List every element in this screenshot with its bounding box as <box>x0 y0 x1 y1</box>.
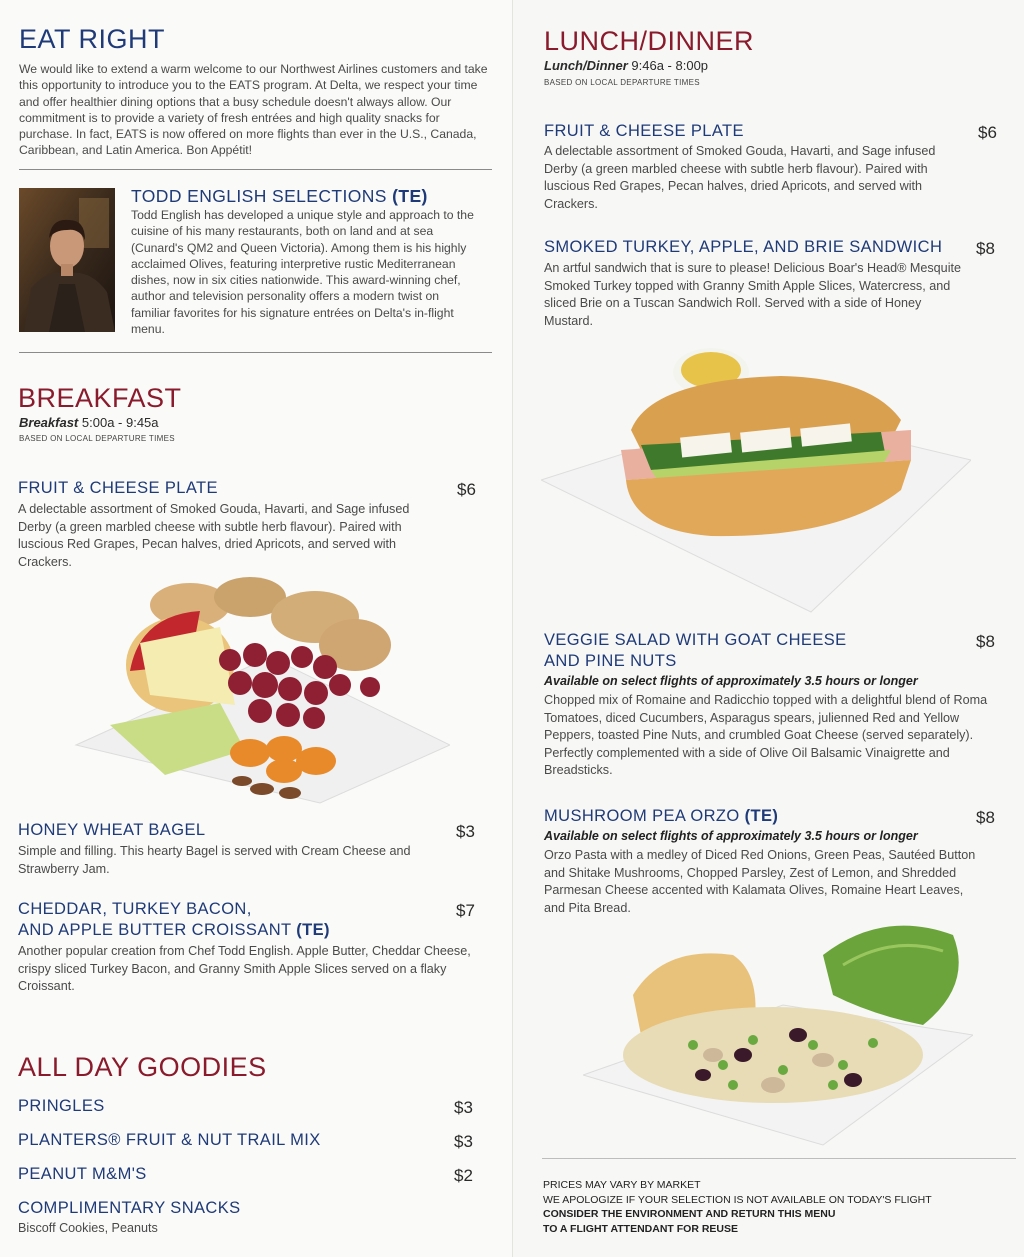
fruit-cheese-photo <box>70 575 450 805</box>
goodies-title: ALL DAY GOODIES <box>18 1052 267 1082</box>
breakfast-item-name: FRUIT & CHEESE PLATE <box>18 479 218 497</box>
goodie-name: PRINGLES <box>18 1097 105 1115</box>
eat-right-intro: We would like to extend a warm welcome to our Northwest Airlines customers and take this opportunity to introduce you to the EATS program. At Delta, we respect your time and offer healthier dining options that a busy schedule doesn't always allow. Our commitment is to provide a variety of fresh entrées and high quality snacks for purchase. In fact, EATS is now offered on more flights than ever in the U.S., Canada, Caribbean, and Latin America. Bon Appétit! <box>19 62 488 158</box>
breakfast-item-price: $3 <box>456 822 475 841</box>
menu-footer: PRICES MAY VARY BY MARKET WE APOLOGIZE IF YOUR SELECTION IS NOT AVAILABLE ON TODAY'S FLIGHT CONSIDER THE ENVIRONMENT AND RETURN THIS MENU TO A FLIGHT ATTENDANT FOR REUSE <box>543 1179 932 1235</box>
lunch-item-name: VEGGIE SALAD WITH GOAT CHEESE AND PINE NUTS <box>544 631 847 670</box>
todd-english-title: TODD ENGLISH SELECTIONS (TE) <box>131 186 428 206</box>
right-page <box>512 0 1024 1257</box>
lunch-item-description: Orzo Pasta with a medley of Diced Red Onions, Green Peas, Sautéed Button and Shitake Mushrooms, Chopped Parsley, Zest of Lemon, and Shredded Parmesan Cheese accented with Kalamata Olives, Romaine Heart Leaves, and Pita Bread. <box>544 848 976 915</box>
breakfast-item-price: $6 <box>457 480 476 499</box>
breakfast-title: BREAKFAST <box>18 383 182 413</box>
lunch-item-name: MUSHROOM PEA ORZO (TE) <box>544 807 779 825</box>
goodie-name: PEANUT M&M'S <box>18 1165 147 1183</box>
goodie-detail: Biscoff Cookies, Peanuts <box>18 1221 158 1235</box>
lunch-item-price: $6 <box>978 123 997 142</box>
lunch-item-price: $8 <box>976 808 995 827</box>
lunch-item-name: FRUIT & CHEESE PLATE <box>544 122 744 140</box>
divider <box>542 1158 1016 1159</box>
te-tag: (TE) <box>392 186 428 206</box>
breakfast-note: BASED ON LOCAL DEPARTURE TIMES <box>19 434 175 443</box>
breakfast-item-description: Simple and filling. This hearty Bagel is served with Cream Cheese and Strawberry Jam. <box>18 844 411 876</box>
eat-right-title: EAT RIGHT <box>19 24 166 54</box>
divider <box>19 169 492 170</box>
availability-note: Available on select flights of approximately 3.5 hours or longer <box>544 829 918 843</box>
lunch-note: BASED ON LOCAL DEPARTURE TIMES <box>544 78 700 87</box>
lunch-item-description: An artful sandwich that is sure to please! Delicious Boar's Head® Mesquite Smoked Turkey topped with Granny Smith Apple Slices, Watercress, and sliced Brie on a Tuscan Sandwich Roll. Served with a side of Honey Mustard. <box>544 261 961 328</box>
breakfast-item-name: CHEDDAR, TURKEY BACON, AND APPLE BUTTER CROISSANT (TE) <box>18 900 330 939</box>
breakfast-item-price: $7 <box>456 901 475 920</box>
chef-portrait <box>19 188 115 332</box>
lunch-item-description: A delectable assortment of Smoked Gouda, Havarti, and Sage infused Derby (a green marbled cheese with subtle herb flavour). Paired with luscious Red Grapes, Pecan halves, dried Apricots, and served with Crackers. <box>544 144 936 211</box>
breakfast-item-description: Another popular creation from Chef Todd English. Apple Butter, Cheddar Cheese, crispy sliced Turkey Bacon, and Granny Smith Apple Slices served on a flaky Croissant. <box>18 944 471 993</box>
orzo-photo <box>583 915 973 1147</box>
lunch-item-price: $8 <box>976 632 995 651</box>
goodie-name: PLANTERS® FRUIT & NUT TRAIL MIX <box>18 1131 321 1149</box>
te-tag: (TE) <box>296 921 330 939</box>
goodie-price: $3 <box>454 1132 473 1151</box>
lunch-item-price: $8 <box>976 239 995 258</box>
breakfast-item-description: A delectable assortment of Smoked Gouda, Havarti, and Sage infused Derby (a green marbled cheese with subtle herb flavour). Paired with luscious Red Grapes, Pecan halves, dried Apricots, and served with Crackers. <box>18 502 410 569</box>
breakfast-item-name: HONEY WHEAT BAGEL <box>18 821 206 839</box>
goodie-price: $3 <box>454 1098 473 1117</box>
te-tag: (TE) <box>744 807 779 825</box>
lunch-hours: Lunch/Dinner 9:46a - 8:00p <box>544 58 709 73</box>
sandwich-photo <box>541 340 971 615</box>
lunch-item-name: SMOKED TURKEY, APPLE, AND BRIE SANDWICH <box>544 238 943 256</box>
goodie-name: COMPLIMENTARY SNACKS <box>18 1199 241 1217</box>
todd-english-description: Todd English has developed a unique style and approach to the cuisine of his many restaurants, both on land and at sea (Cunard's QM2 and Queen Victoria). Among them is his highly acclaimed Olives, featuring interpretive rustic Mediterranean dishes, now in six cities nationwide. This award-winning chef, author and television personality offers a modern twist on familiar favorites for his signature entrées on Delta's in-flight menu. <box>131 208 474 337</box>
divider <box>19 352 492 353</box>
availability-note: Available on select flights of approximately 3.5 hours or longer <box>544 674 918 688</box>
lunch-item-description: Chopped mix of Romaine and Radicchio topped with a delightful blend of Roma Tomatoes, diced Cucumbers, Asparagus spears, julienned Red and Yellow Peppers, toasted Pine Nuts, and crumbled Goat Cheese (served separately). Perfectly complemented with a side of Olive Oil Balsamic Vinaigrette and Breadsticks. <box>544 693 988 777</box>
breakfast-hours: Breakfast 5:00a - 9:45a <box>19 415 159 430</box>
goodie-price: $2 <box>454 1166 473 1185</box>
lunch-title: LUNCH/DINNER <box>544 26 755 56</box>
